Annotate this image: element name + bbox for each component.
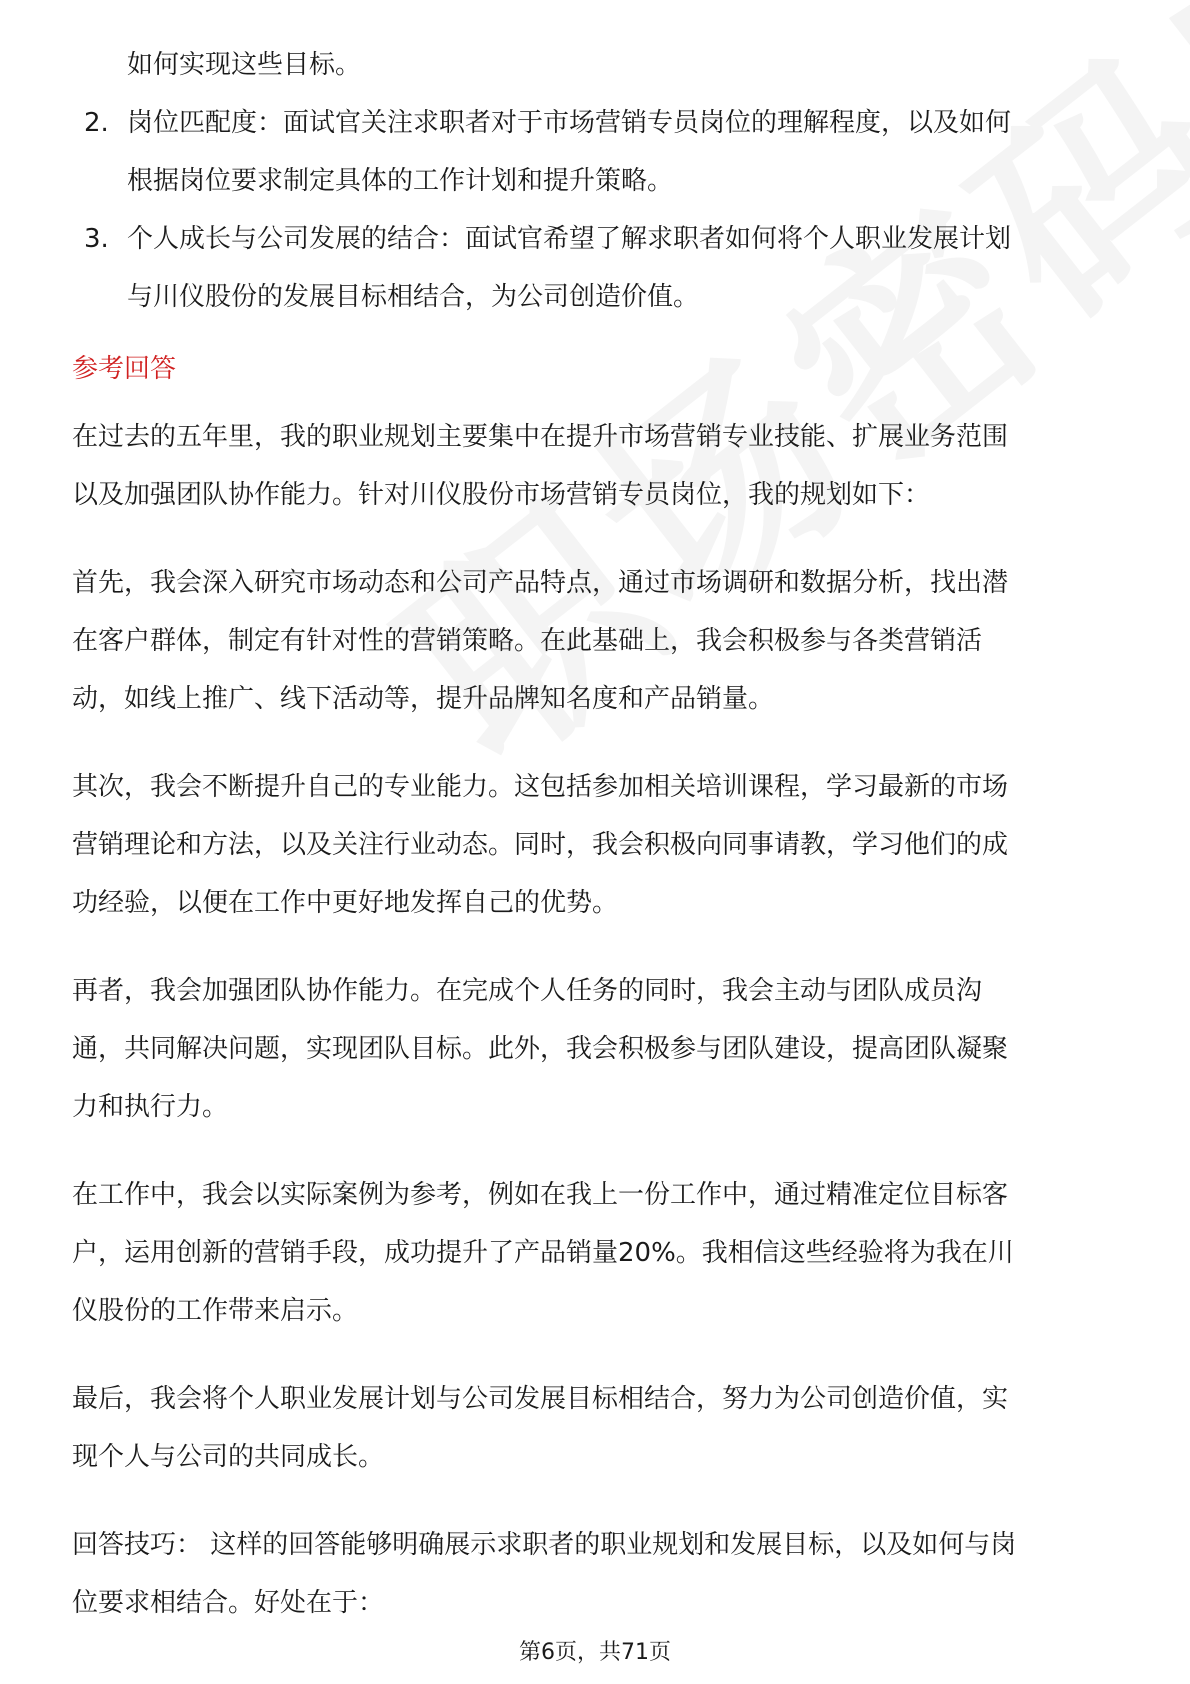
paragraph-line: 现个人与公司的共同成长。 — [72, 1442, 385, 1472]
paragraph-line: 再者，我会加强团队协作能力。在完成个人任务的同时，我会主动与团队成员沟 — [72, 976, 983, 1006]
paragraph-line: 通，共同解决问题，实现团队目标。此外，我会积极参与团队建设，提高团队凝聚 — [72, 1034, 1009, 1064]
paragraph-line: 位要求相结合。好处在于： — [72, 1588, 385, 1618]
section-title: 参考回答 — [72, 354, 177, 384]
list-number: 2. — [84, 108, 109, 138]
paragraph-line: 其次，我会不断提升自己的专业能力。这包括参加相关培训课程，学习最新的市场 — [72, 772, 1009, 802]
list-item-1-continuation: 如何实现这些目标。 — [127, 50, 362, 80]
paragraph — [72, 408, 1122, 524]
paragraph-line: 回答技巧： 这样的回答能够明确展示求职者的职业规划和发展目标，以及如何与岗 — [72, 1530, 1017, 1560]
paragraph — [72, 962, 1122, 1136]
paragraph-line: 最后，我会将个人职业发展计划与公司发展目标相结合，努力为公司创造价值，实 — [72, 1384, 1009, 1414]
list-item-2 — [72, 94, 1122, 210]
paragraph — [72, 1370, 1122, 1486]
paragraph-line: 以及加强团队协作能力。针对川仪股份市场营销专员岗位，我的规划如下： — [72, 480, 931, 510]
paragraph-line: 在过去的五年里，我的职业规划主要集中在提升市场营销专业技能、扩展业务范围 — [72, 422, 1009, 452]
paragraph-line: 动，如线上推广、线下活动等，提升品牌知名度和产品销量。 — [72, 684, 775, 714]
page-content — [72, 36, 1122, 1632]
answer-tips-paragraph — [72, 1516, 1122, 1632]
paragraph-line: 仪股份的工作带来启示。 — [72, 1296, 359, 1326]
paragraph — [72, 554, 1122, 728]
paragraph-line: 在客户群体，制定有针对性的营销策略。在此基础上，我会积极参与各类营销活 — [72, 626, 983, 656]
paragraph — [72, 758, 1122, 932]
list-item-text-line: 岗位匹配度：面试官关注求职者对于市场营销专员岗位的理解程度，以及如何 — [127, 108, 1012, 138]
list-item-text-line: 根据岗位要求制定具体的工作计划和提升策略。 — [127, 166, 674, 196]
page-number: 第6页，共71页 — [519, 1640, 671, 1665]
paragraph-line: 力和执行力。 — [72, 1092, 229, 1122]
paragraph-line: 营销理论和方法，以及关注行业动态。同时，我会积极向同事请教，学习他们的成 — [72, 830, 1009, 860]
list-item-3 — [72, 210, 1122, 326]
paragraph-line: 户，运用创新的营销手段，成功提升了产品销量20%。我相信这些经验将为我在川 — [72, 1238, 1014, 1268]
list-item-text-line: 个人成长与公司发展的结合：面试官希望了解求职者如何将个人职业发展计划 — [127, 224, 1012, 254]
paragraph-line: 在工作中，我会以实际案例为参考，例如在我上一份工作中，通过精准定位目标客 — [72, 1180, 1009, 1210]
paragraph — [72, 1166, 1122, 1340]
paragraph-line: 功经验，以便在工作中更好地发挥自己的优势。 — [72, 888, 619, 918]
list-number: 3. — [84, 224, 109, 254]
list-item-text-line: 与川仪股份的发展目标相结合，为公司创造价值。 — [127, 282, 700, 312]
paragraph-line: 首先，我会深入研究市场动态和公司产品特点，通过市场调研和数据分析，找出潜 — [72, 568, 1009, 598]
